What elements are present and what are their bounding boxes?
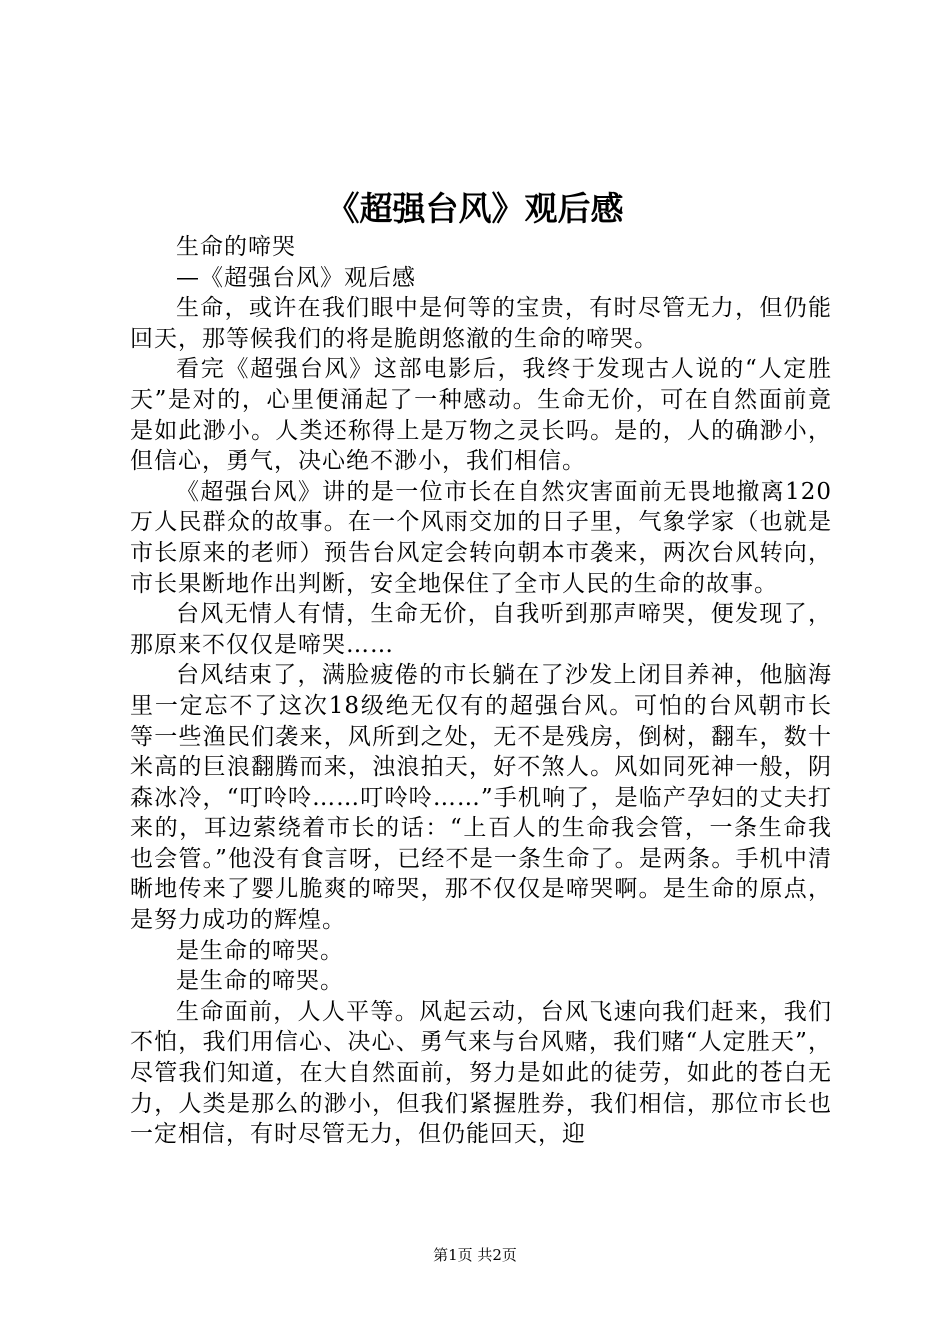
paragraph: 看完《超强台风》这部电影后，我终于发现古人说的“人定胜天”是对的，心里便涌起了一种感动。生命无价，可在自然面前竟是如此渺小。人类还称得上是万物之灵长吗。是的，人的确渺小，但信心，勇气，决心绝不渺小，我们相信。 [130,356,832,475]
document-body [130,232,832,1150]
paragraph: 是生命的啼哭。 [176,968,344,995]
paragraph-subtitle-source: —《超强台风》观后感 [176,264,416,291]
paragraph: 生命，或许在我们眼中是何等的宝贵，有时尽管无力，但仍能回天，那等候我们的将是脆朗悠澈的生命的啼哭。 [130,295,832,352]
paragraph: 台风结束了，满脸疲倦的市长躺在了沙发上闭目养神，他脑海里一定忘不了这次18级绝无仅有的超强台风。可怕的台风朝市长等一些渔民们袭来，风所到之处，无不是残房，倒树，翻车，数十米高的巨浪翻腾而来，浊浪拍天，好不煞人。风如同死神一般，阴森冰冷，“叮呤呤……叮呤呤……”手机响了，是临产孕妇的丈夫打来的，耳边萦绕着市长的话：“上百人的生命我会管，一条生命我也会管。”他没有食言呀，已经不是一条生命了。是两条。手机中清晰地传来了婴儿脆爽的啼哭，那不仅仅是啼哭啊。是生命的原点，是努力成功的辉煌。 [130,662,832,934]
paragraph: 台风无情人有情，生命无价，自我听到那声啼哭，便发现了，那原来不仅仅是啼哭…… [130,601,832,658]
document-title: 《超强台风》观后感 [326,189,624,228]
page-footer: 第1页 共2页 [433,1246,517,1264]
paragraph: 生命面前，人人平等。风起云动，台风飞速向我们赶来，我们不怕，我们用信心、决心、勇气来与台风赌，我们赌“人定胜天”，尽管我们知道，在大自然面前，努力是如此的徒劳，如此的苍白无力，人类是那么的渺小，但我们紧握胜券，我们相信，那位市长也一定相信，有时尽管无力，但仍能回天，迎 [130,998,832,1148]
paragraph-subtitle: 生命的啼哭 [176,234,296,260]
paragraph: 是生命的啼哭。 [176,937,344,964]
paragraph: 《超强台风》讲的是一位市长在自然灾害面前无畏地撤离120万人民群众的故事。在一个风雨交加的日子里，气象学家（也就是市长原来的老师）预告台风定会转向朝本市袭来，两次台风转向，市长果断地作出判断，安全地保住了全市人民的生命的故事。 [130,478,832,597]
